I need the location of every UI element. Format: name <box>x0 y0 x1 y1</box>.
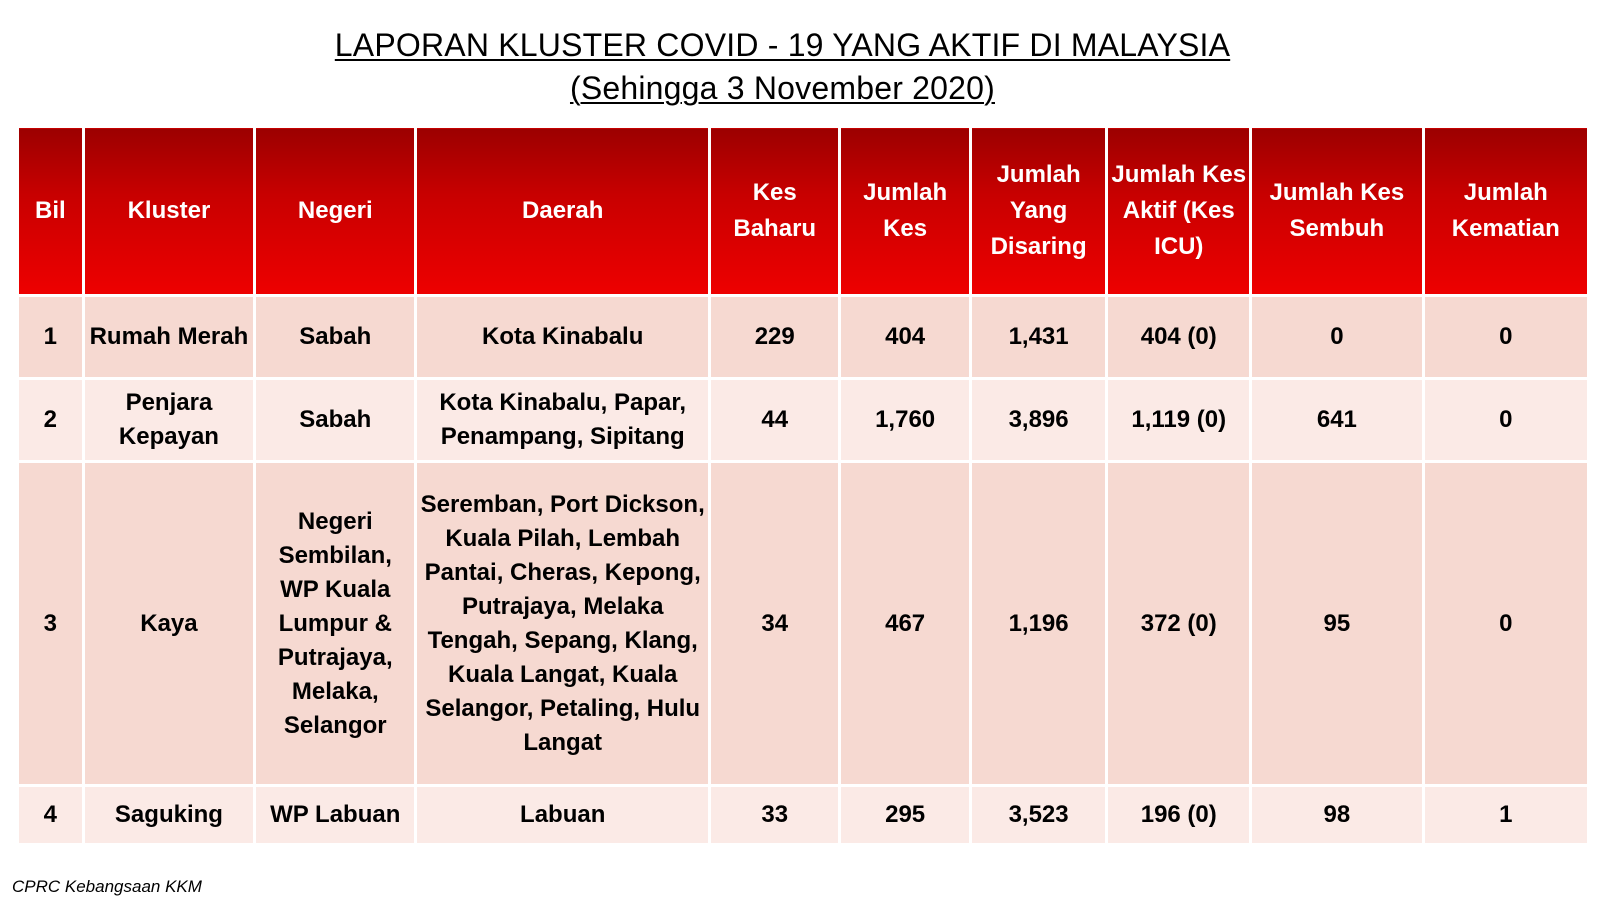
cell-jumlah-kes-aktif: 404 (0) <box>1107 296 1251 379</box>
cell-jumlah-kes-aktif: 1,119 (0) <box>1107 379 1251 462</box>
header-jumlah-disaring: Jumlah Yang Disaring <box>970 127 1107 296</box>
header-jumlah-kes-aktif: Jumlah Kes Aktif (Kes ICU) <box>1107 127 1251 296</box>
cell-jumlah-kes-sembuh: 641 <box>1251 379 1424 462</box>
cell-jumlah-kematian: 0 <box>1423 462 1588 786</box>
cell-bil: 2 <box>18 379 84 462</box>
header-row <box>18 127 1589 296</box>
cell-jumlah-kematian: 0 <box>1423 296 1588 379</box>
header-kes-baharu: Kes Baharu <box>710 127 840 296</box>
cell-jumlah-kes: 404 <box>840 296 970 379</box>
cell-negeri: Negeri Sembilan, WP Kuala Lumpur & Putrajaya, Melaka, Selangor <box>255 462 416 786</box>
report-title-line2: (Sehingga 3 November 2020) <box>569 70 995 106</box>
cluster-table <box>16 125 1590 846</box>
cell-daerah: Labuan <box>416 786 710 845</box>
cell-jumlah-kes: 1,760 <box>840 379 970 462</box>
cell-jumlah-disaring: 3,896 <box>970 379 1107 462</box>
report-title-line1: LAPORAN KLUSTER COVID - 19 YANG AKTIF DI MALAYSIA <box>334 27 1231 63</box>
cell-jumlah-disaring: 1,431 <box>970 296 1107 379</box>
cell-kluster: Saguking <box>83 786 254 845</box>
cell-bil: 3 <box>18 462 84 786</box>
cell-kes-baharu: 34 <box>710 462 840 786</box>
cell-jumlah-kematian: 1 <box>1423 786 1588 845</box>
cell-kluster: Rumah Merah <box>83 296 254 379</box>
header-kluster: Kluster <box>83 127 254 296</box>
cell-bil: 1 <box>18 296 84 379</box>
cell-jumlah-kes-sembuh: 95 <box>1251 462 1424 786</box>
cell-kes-baharu: 229 <box>710 296 840 379</box>
cell-kluster: Kaya <box>83 462 254 786</box>
cell-negeri: Sabah <box>255 296 416 379</box>
cell-negeri: WP Labuan <box>255 786 416 845</box>
cell-jumlah-kes-aktif: 372 (0) <box>1107 462 1251 786</box>
cell-jumlah-kes: 467 <box>840 462 970 786</box>
cell-daerah: Kota Kinabalu <box>416 296 710 379</box>
header-jumlah-kematian: Jumlah Kematian <box>1423 127 1588 296</box>
cell-jumlah-kes-sembuh: 98 <box>1251 786 1424 845</box>
table-row <box>18 296 1589 379</box>
header-negeri: Negeri <box>255 127 416 296</box>
table-body <box>18 296 1589 845</box>
cell-bil: 4 <box>18 786 84 845</box>
table-row <box>18 379 1589 462</box>
table-header <box>18 127 1589 296</box>
cell-jumlah-kes-aktif: 196 (0) <box>1107 786 1251 845</box>
cell-kluster: Penjara Kepayan <box>83 379 254 462</box>
source-footer: CPRC Kebangsaan KKM <box>12 877 202 896</box>
table-row <box>18 786 1589 845</box>
header-jumlah-kes-sembuh: Jumlah Kes Sembuh <box>1251 127 1424 296</box>
cell-kes-baharu: 33 <box>710 786 840 845</box>
cell-jumlah-disaring: 1,196 <box>970 462 1107 786</box>
cell-jumlah-kematian: 0 <box>1423 379 1588 462</box>
report-title <box>0 24 1565 110</box>
cell-daerah: Seremban, Port Dickson, Kuala Pilah, Lembah Pantai, Cheras, Kepong, Putrajaya, Melaka Tengah, Sepang, Klang, Kuala Langat, Kuala Selangor, Petaling, Hulu Langat <box>416 462 710 786</box>
table-row <box>18 462 1589 786</box>
header-bil: Bil <box>18 127 84 296</box>
cell-jumlah-disaring: 3,523 <box>970 786 1107 845</box>
header-daerah: Daerah <box>416 127 710 296</box>
cell-jumlah-kes-sembuh: 0 <box>1251 296 1424 379</box>
cell-kes-baharu: 44 <box>710 379 840 462</box>
cell-negeri: Sabah <box>255 379 416 462</box>
cell-daerah: Kota Kinabalu, Papar, Penampang, Sipitang <box>416 379 710 462</box>
header-jumlah-kes: Jumlah Kes <box>840 127 970 296</box>
cell-jumlah-kes: 295 <box>840 786 970 845</box>
